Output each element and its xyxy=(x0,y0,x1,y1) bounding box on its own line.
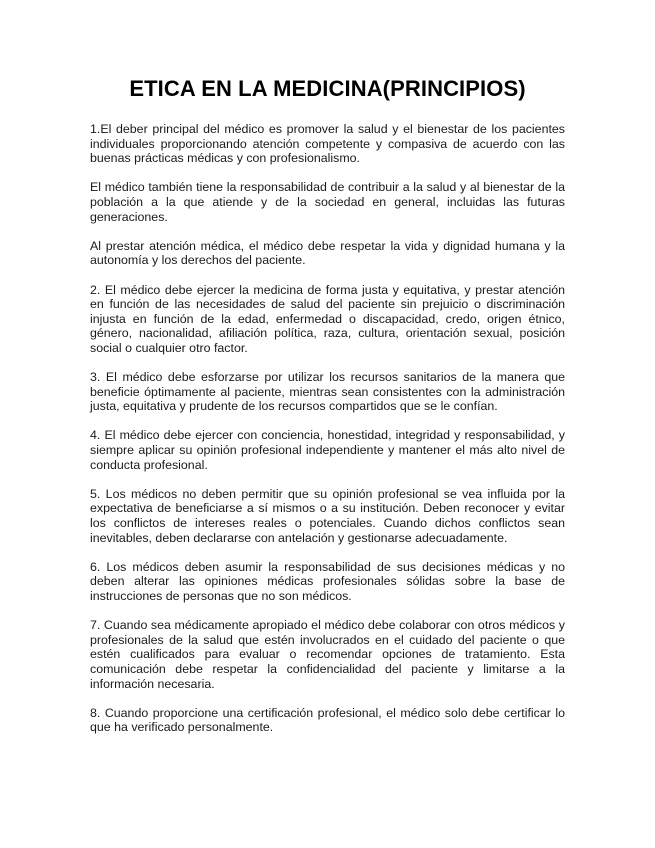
paragraph-8: 6. Los médicos deben asumir la responsabilidad de sus decisiones médicas y no deben alterar las opiniones médicas profesionales sólidas sobre la base de instrucciones de personas que no son médicos. xyxy=(90,559,565,603)
paragraph-4: 2. El médico debe ejercer la medicina de forma justa y equitativa, y prestar atención en función de las necesidades de salud del paciente sin prejuicio o discriminación injusta en función de la edad, enfermedad o discapacidad, credo, origen étnico, género, nacionalidad, afiliación política, raza, cultura, orientación sexual, posición social o cualquier otro factor. xyxy=(90,282,565,355)
document-title: ETICA EN LA MEDICINA(PRINCIPIOS) xyxy=(129,76,526,101)
paragraph-2: El médico también tiene la responsabilidad de contribuir a la salud y al bienestar de la población a la que atiende y de la sociedad en general, incluidas las futuras generaciones. xyxy=(90,180,565,224)
paragraph-10: 8. Cuando proporcione una certificación profesional, el médico solo debe certificar lo que ha verificado personalmente. xyxy=(90,705,565,735)
paragraph-5: 3. El médico debe esforzarse por utilizar los recursos sanitarios de la manera que beneficie óptimamente al paciente, mientras sean consistentes con la administración justa, equitativa y prudente de los recursos compartidos que se le confían. xyxy=(90,370,565,414)
paragraph-1: 1.El deber principal del médico es promover la salud y el bienestar de los pacientes individuales proporcionando atención competente y compasiva de acuerdo con las buenas prácticas médicas y con profesionalismo. xyxy=(90,122,565,166)
document-body xyxy=(90,122,565,750)
paragraph-9: 7. Cuando sea médicamente apropiado el médico debe colaborar con otros médicos y profesionales de la salud que estén involucrados en el cuidado del paciente o que estén cualificados para evaluar o recomendar opciones de tratamiento. Esta comunicación debe respetar la confidencialidad del paciente y limitarse a la información necesaria. xyxy=(90,618,565,691)
paragraph-7: 5. Los médicos no deben permitir que su opinión profesional se vea influida por la expectativa de beneficiarse a sí mismos o a su institución. Deben reconocer y evitar los conflictos de intereses reales o potenciales. Cuando dichos conflictos sean inevitables, deben declararse con antelación y gestionarse adecuadamente. xyxy=(90,486,565,545)
paragraph-6: 4. El médico debe ejercer con conciencia, honestidad, integridad y responsabilidad, y siempre aplicar su opinión profesional independiente y mantener el más alto nivel de conducta profesional. xyxy=(90,428,565,472)
paragraph-3: Al prestar atención médica, el médico debe respetar la vida y dignidad humana y la autonomía y los derechos del paciente. xyxy=(90,238,565,268)
